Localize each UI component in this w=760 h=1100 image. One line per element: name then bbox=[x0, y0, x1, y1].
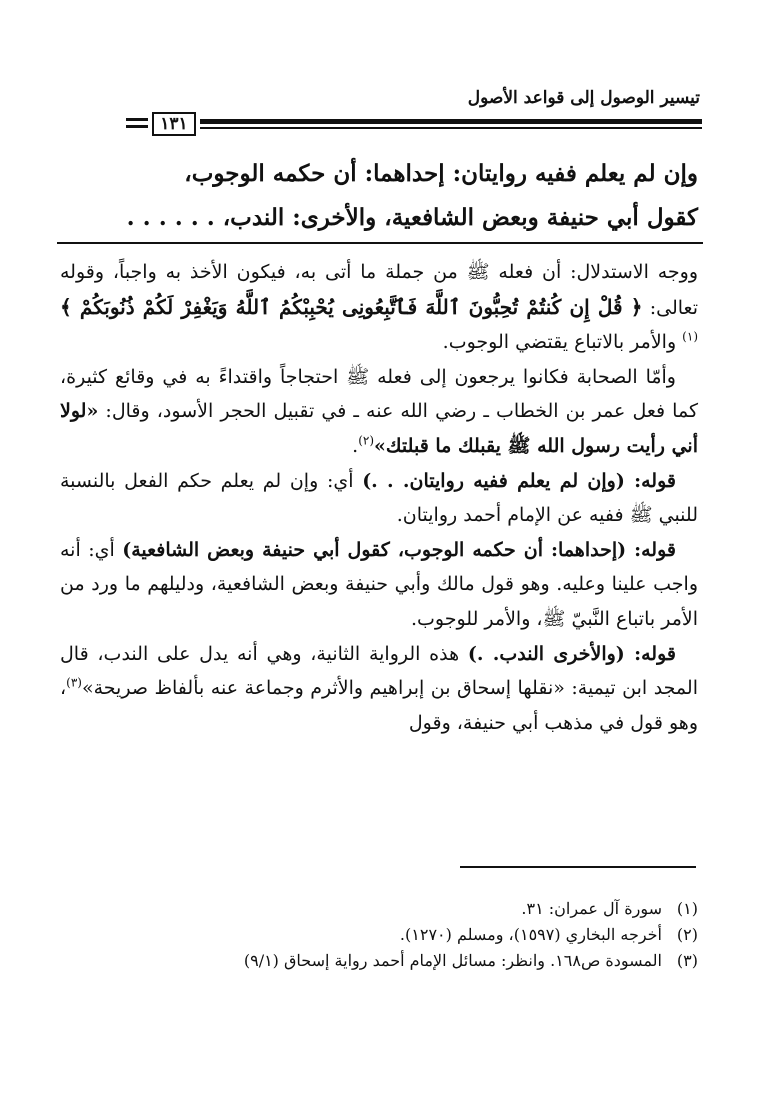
paragraph-text: . bbox=[352, 434, 359, 457]
footnote-text: أخرجه البخاري (١٥٩٧)، ومسلم (١٢٧٠). bbox=[399, 925, 662, 944]
paragraph-text: وأمّا الصحابة فكانوا يرجعون إلى فعله ﷺ احتجاجاً واقتداءً به في وقائع كثيرة، كما فعل عمر بن الخطاب ـ رضي الله عنه ـ في تقبيل الحجر الأسود، وقال: bbox=[60, 365, 698, 423]
paragraph-text: أي: أنه واجب علينا وعليه. وهو قول مالك وأبي حنيفة وبعض الشافعية، ودليلهم ما ورد من الأمر باتباع النَّبيّ ﷺ، والأمر للوجوب. bbox=[60, 538, 698, 630]
paragraph-commentary-1 bbox=[60, 464, 698, 533]
quran-verse: ﴿ قُلْ إِن كُنتُمْ تُحِبُّونَ ٱللَّهَ فَٱتَّبِعُونِى يُحْبِبْكُمُ ٱللَّهُ وَيَغْفِرْ لَكُمْ ذُنُوبَكُمْ ﴾ bbox=[60, 294, 643, 319]
footnote-divider bbox=[460, 866, 696, 868]
header-rule-thick bbox=[200, 119, 702, 124]
footnote-text: سورة آل عمران: ٣١. bbox=[521, 899, 662, 918]
matn-quote: (والأخرى الندب. .) bbox=[467, 642, 625, 665]
paragraph-text: ووجه الاستدلال: أن فعله ﷺ من جملة ما أتى به، فيكون الأخذ به واجباً، وقوله تعالى: bbox=[60, 261, 699, 319]
paragraph-companions bbox=[60, 360, 698, 464]
footnote-number: (٢) bbox=[676, 925, 698, 944]
page-number: ١٣١ bbox=[152, 112, 196, 136]
footnotes bbox=[58, 896, 698, 974]
matn-quote: (إحداهما: أن حكمه الوجوب، كقول أبي حنيفة وبعض الشافعية) bbox=[122, 538, 627, 561]
footnote-number: (٣) bbox=[676, 951, 698, 970]
paragraph-evidence bbox=[60, 255, 698, 360]
footnote-ref: (١) bbox=[682, 329, 698, 344]
paragraph-text: أي: وإن لم يعلم حكم الفعل بالنسبة للنبي ﷺ ففيه عن الإمام أحمد روايتان. bbox=[60, 469, 698, 527]
footnote-2 bbox=[58, 922, 698, 948]
paragraph-commentary-2 bbox=[60, 533, 698, 637]
header-rule-thin bbox=[200, 127, 702, 129]
book-title: تيسير الوصول إلى قواعد الأصول bbox=[467, 88, 700, 108]
hadith-quote: «لولا أني رأيت رسول الله ﷺ يقبلك ما قبلتك» bbox=[60, 400, 698, 457]
footnote-ref: (٢) bbox=[358, 433, 375, 448]
paragraph-commentary-3 bbox=[60, 637, 698, 741]
commentary-label: قوله: bbox=[624, 642, 676, 665]
footnote-text: المسودة ص١٦٨. وانظر: مسائل الإمام أحمد رواية إسحاق (٩/١) bbox=[243, 951, 662, 970]
footnote-3 bbox=[58, 948, 698, 974]
footnote-1 bbox=[58, 896, 698, 922]
paragraph-text: والأمر بالاتباع يقتضي الوجوب. bbox=[442, 331, 683, 354]
matn-quote: (وإن لم يعلم ففيه روايتان. . .) bbox=[362, 469, 625, 492]
commentary-label: قوله: bbox=[626, 538, 676, 561]
matn-line-1: وإن لم يعلم ففيه روايتان: إحداهما: أن حكمه الوجوب، bbox=[184, 160, 698, 187]
matn-divider bbox=[57, 242, 703, 244]
paragraph-text: هذه الرواية الثانية، وهي أنه يدل على الندب، قال المجد ابن تيمية: «نقلها إسحاق بن إبراهيم والأثرم وجماعة عنه بألفاظ صريحة» bbox=[60, 642, 698, 700]
header-ornament bbox=[126, 118, 148, 132]
commentary-body bbox=[60, 255, 698, 740]
matn-line-2: كقول أبي حنيفة وبعض الشافعية، والأخرى: الندب، . . . . . . bbox=[126, 204, 698, 231]
footnote-ref: (٣) bbox=[66, 675, 82, 690]
matn-text bbox=[58, 152, 698, 240]
paragraph-text: ، وهو قول في مذهب أبي حنيفة، وقول bbox=[60, 677, 698, 734]
commentary-label: قوله: bbox=[624, 469, 676, 492]
footnote-number: (١) bbox=[676, 899, 698, 918]
